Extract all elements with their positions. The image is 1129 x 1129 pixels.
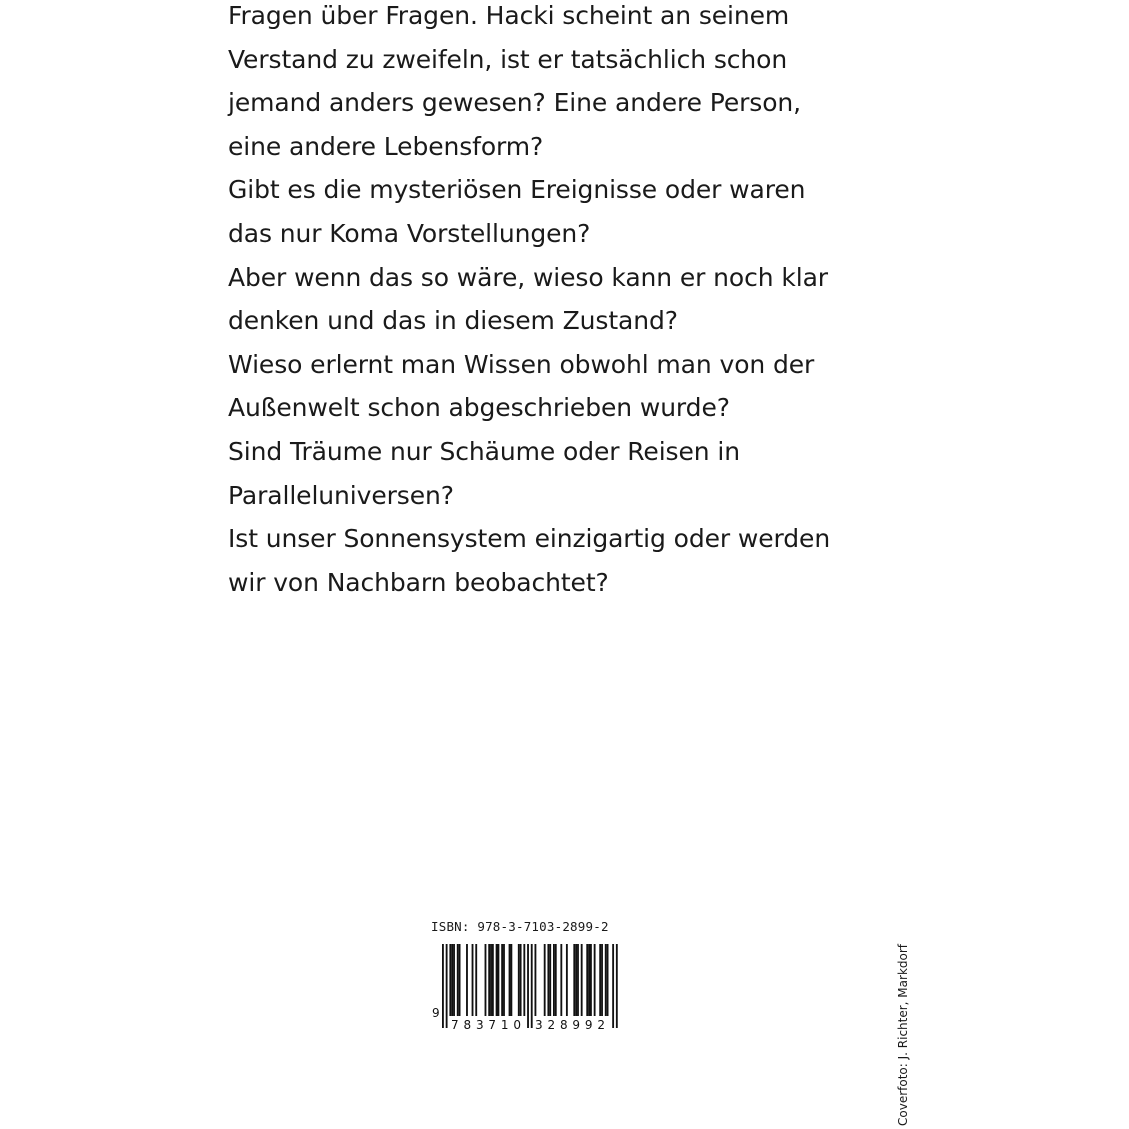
barcode-bar xyxy=(520,944,522,1016)
blurb-line: Verstand zu zweifeln, ist er tatsächlich schon xyxy=(228,44,788,74)
barcode-guard-bar xyxy=(527,944,529,1028)
blurb-line: Paralleluniversen? xyxy=(228,480,454,510)
blurb-text xyxy=(228,0,831,604)
barcode-bar xyxy=(594,944,596,1016)
isbn-label: ISBN: 978-3-7103-2899-2 xyxy=(431,919,609,934)
barcode-left-digits: 783710 xyxy=(451,1018,521,1030)
blurb-line: jemand anders gewesen? Eine andere Person, xyxy=(228,88,802,118)
barcode-bar xyxy=(560,944,562,1016)
barcode-bar xyxy=(518,944,520,1016)
barcode-bar xyxy=(509,944,511,1016)
barcode-bar xyxy=(566,944,568,1016)
barcode-bar xyxy=(575,944,577,1016)
barcode-guard-bar xyxy=(616,944,618,1028)
barcode-bar xyxy=(475,944,477,1016)
barcode-right-digits: 328992 xyxy=(535,1018,605,1030)
blurb-line: Außenwelt schon abgeschrieben wurde? xyxy=(228,393,730,423)
barcode-guard-bar xyxy=(442,944,444,1028)
barcode-bar xyxy=(485,944,487,1016)
barcode-bar xyxy=(577,944,579,1016)
blurb-line: Fragen über Fragen. Hacki scheint an seinem xyxy=(228,1,790,30)
barcode-bar xyxy=(535,944,537,1016)
photo-credit: Coverfoto: J. Richter, Markdorf xyxy=(896,943,910,1126)
barcode-bar xyxy=(586,944,588,1016)
blurb-line: das nur Koma Vorstellungen? xyxy=(228,218,591,248)
barcode-bar xyxy=(510,944,512,1016)
barcode-bar xyxy=(523,944,525,1016)
barcode-bar xyxy=(590,944,592,1016)
barcode-bar xyxy=(607,944,609,1016)
blurb-line: Gibt es die mysteriösen Ereignisse oder waren xyxy=(228,175,806,205)
barcode-bar xyxy=(573,944,575,1016)
ean-barcode xyxy=(430,944,620,1030)
barcode-bar xyxy=(605,944,607,1016)
barcode-bar xyxy=(453,944,455,1016)
barcode-bar xyxy=(555,944,557,1016)
barcode-guard-bar xyxy=(531,944,533,1028)
blurb-line: Sind Träume nur Schäume oder Reisen in xyxy=(228,436,740,466)
blurb-line: denken und das in diesem Zustand? xyxy=(228,306,678,336)
barcode-bars xyxy=(442,944,618,1028)
barcode-bar xyxy=(457,944,459,1016)
barcode-bar xyxy=(451,944,453,1016)
barcode-bar xyxy=(496,944,498,1016)
barcode-bar xyxy=(501,944,503,1016)
barcode-guard-bar xyxy=(612,944,614,1028)
barcode-bar xyxy=(581,944,583,1016)
barcode-bar xyxy=(488,944,490,1016)
blurb-line: wir von Nachbarn beobachtet? xyxy=(228,567,609,597)
barcode-bar xyxy=(492,944,494,1016)
barcode-bar xyxy=(549,944,551,1016)
barcode-bar xyxy=(544,944,546,1016)
barcode-bar xyxy=(449,944,451,1016)
blurb-line: Aber wenn das so wäre, wieso kann er noch klar xyxy=(228,262,828,292)
barcode-bar xyxy=(547,944,549,1016)
barcode-bar xyxy=(498,944,500,1016)
blurb-line: Wieso erlernt man Wissen obwohl man von der xyxy=(228,349,815,379)
barcode-first-digit: 9 xyxy=(432,1006,440,1020)
barcode-bar xyxy=(599,944,601,1016)
barcode-bar xyxy=(503,944,505,1016)
blurb-line: Ist unser Sonnensystem einzigartig oder werden xyxy=(228,524,831,554)
barcode-bar xyxy=(459,944,461,1016)
barcode-bar xyxy=(588,944,590,1016)
barcode-bar xyxy=(553,944,555,1016)
barcode-guard-bar xyxy=(446,944,448,1028)
barcode-bar xyxy=(472,944,474,1016)
blurb-line: eine andere Lebensform? xyxy=(228,131,544,161)
barcode-bar xyxy=(490,944,492,1016)
barcode-bar xyxy=(466,944,468,1016)
barcode-bar xyxy=(601,944,603,1016)
